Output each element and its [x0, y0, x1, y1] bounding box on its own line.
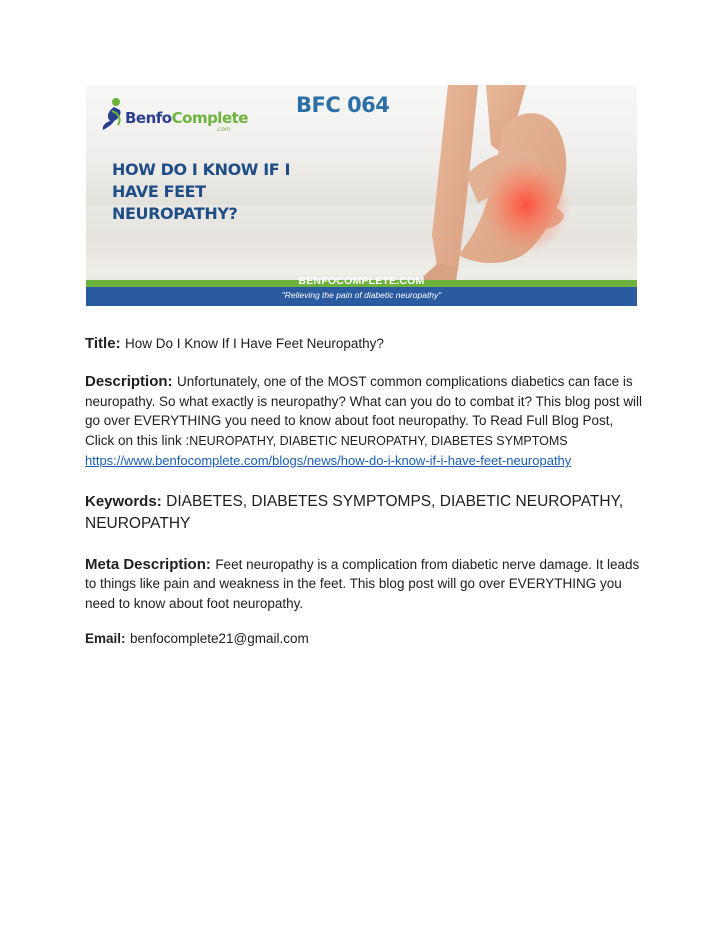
title-value: How Do I Know If I Have Feet Neuropathy? [125, 336, 384, 351]
episode-number: BFC 064 [296, 93, 390, 117]
banner-tagline: "Relieving the pain of diabetic neuropathy" [281, 290, 442, 300]
logo-domain-suffix: .com [216, 126, 231, 133]
title-section [85, 334, 645, 354]
logo-wordmark: BenfoComplete [125, 109, 248, 127]
description-label: Description: [85, 373, 173, 390]
blog-banner-image [86, 85, 637, 306]
banner-site-name: BENFOCOMPLETE.COM [298, 275, 425, 287]
banner-headline: HOW DO I KNOW IF I HAVE FEET NEUROPATHY? [112, 160, 291, 223]
keywords-label: Keywords: [85, 492, 162, 510]
meta-description-section [85, 555, 645, 614]
runner-logo-icon [100, 97, 126, 131]
meta-description-value: Feet neuropathy is a complication from diabetic nerve damage. It leads to things like pain and weakness in the feet. This blog post will go over EVERYTHING you need to know about foot neuropathy. [85, 556, 640, 611]
blog-post-link[interactable]: https://www.benfocomplete.com/blogs/news/how-do-i-know-if-i-have-feet-neuropathy [85, 453, 572, 468]
meta-description-label: Meta Description: [85, 555, 211, 573]
keywords-section [85, 491, 645, 535]
email-value: benfocomplete21@gmail.com [129, 631, 309, 646]
description-value: Unfortunately, one of the MOST common complications diabetics can face is neuropathy. So what exactly is neuropathy? What can you do to combat it? This blog post will go over EVERYTHING you need to know about foot neuropathy. To Read Full Blog Post, Click on this link : [85, 374, 643, 448]
benfocomplete-logo [98, 95, 248, 135]
email-label: Email: [85, 631, 126, 646]
email-section [85, 629, 645, 649]
description-tags: NEUROPATHY, DIABETIC NEUROPATHY, DIABETES SYMPTOMS [189, 433, 568, 448]
description-section [85, 372, 645, 471]
keywords-value: DIABETES, DIABETES SYMPTOMPS, DIABETIC NEUROPATHY, NEUROPATHY [85, 492, 624, 532]
title-label: Title: [85, 335, 121, 352]
blog-metadata-content [85, 334, 645, 649]
